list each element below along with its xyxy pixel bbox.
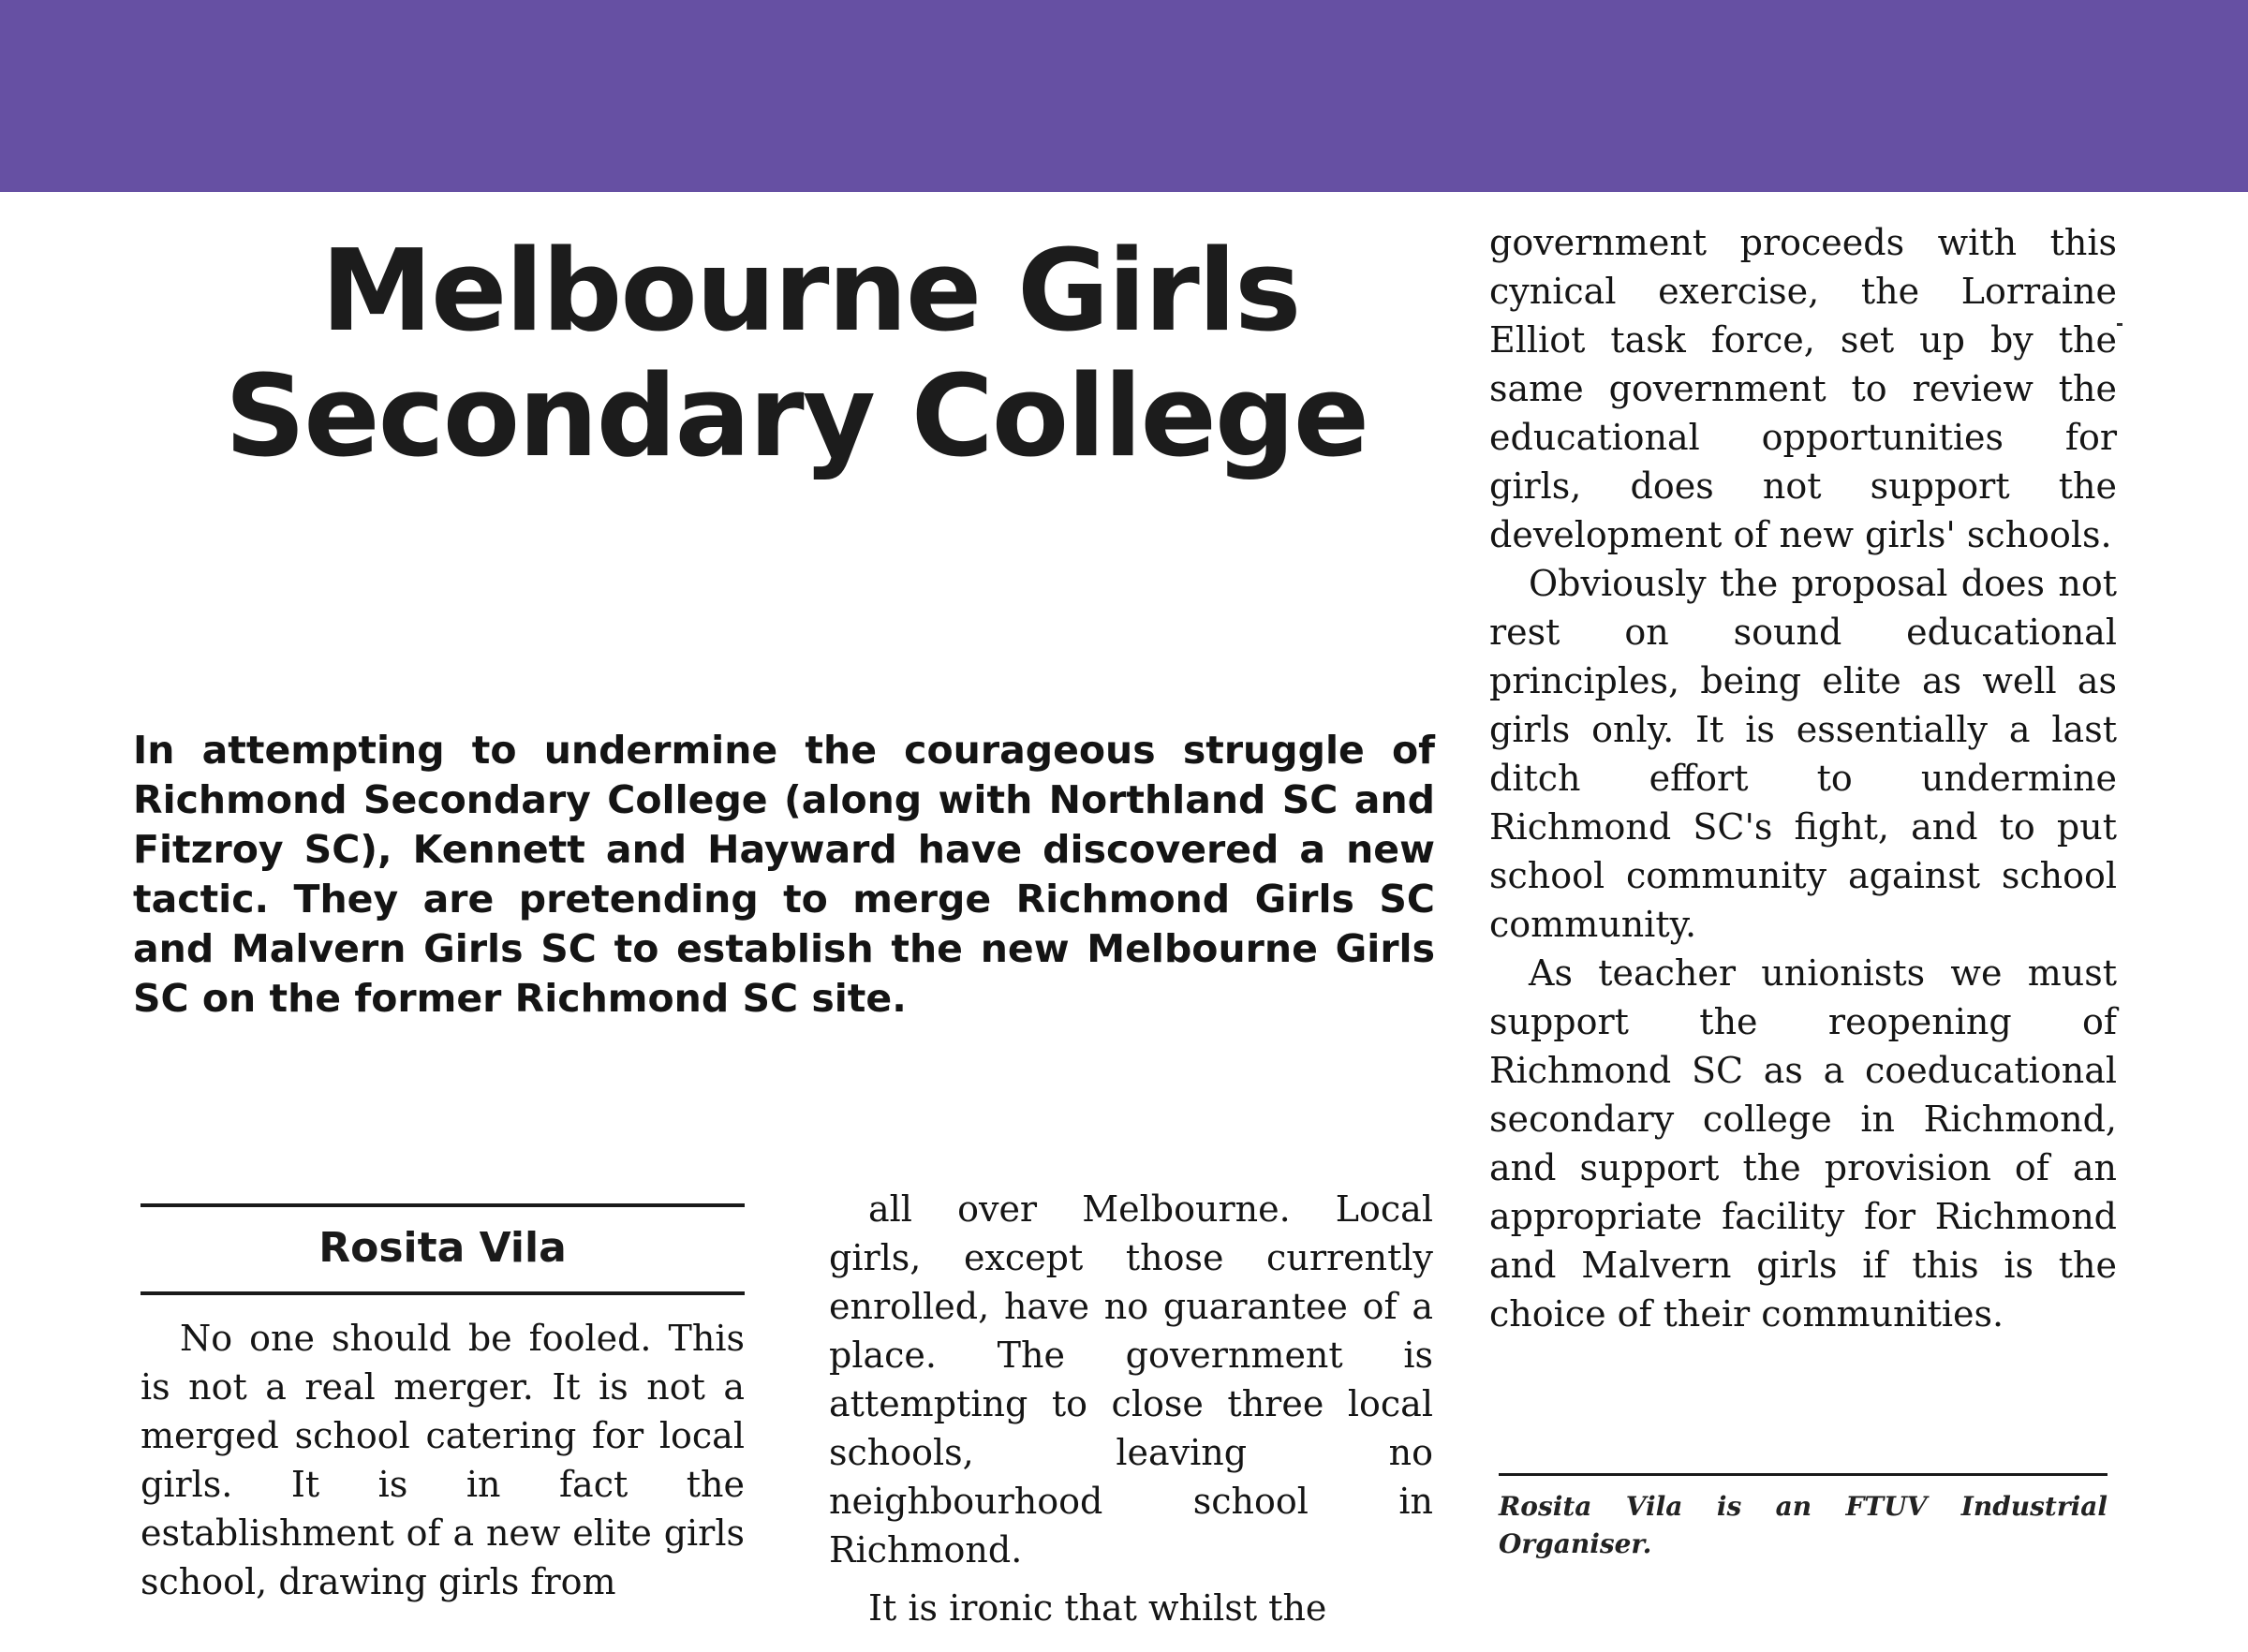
byline: Rosita Vila [318,1224,567,1272]
author-note: Rosita Vila is an FTUV Industrial Organiser. [1499,1491,2108,1559]
article-column-3 [1489,218,2117,1338]
column-2-paragraph-1: all over Melbourne. Local girls, except those currently enrolled, have no guarantee of a place. The government is attempting to close three local schools, leaving no neighbourhood school in Richmond. [829,1188,1433,1571]
article-column-1 [140,1314,745,1606]
column-3-paragraph-1: government proceeds with this cynical exercise, the Lorraine Elliot task force, set up by the same government to review the educational opportunities for girls, does not support the development of new girls' schools. [1489,222,2117,555]
headline-line-2: Secondary College [224,352,1368,482]
article-column-2 [829,1185,1433,1632]
byline-rule-top [140,1203,745,1207]
column-1-paragraph-1: No one should be fooled. This is not a real merger. It is not a merged school catering for local girls. It is in fact the establishment of a new elite girls school, drawing girls from [140,1318,745,1602]
newspaper-clipping [112,192,2136,1634]
top-banner [0,0,2248,192]
author-note-rule [1499,1473,2108,1476]
article-headline [122,229,1471,480]
byline-rule-bottom [140,1291,745,1295]
column-2-paragraph-2: It is ironic that whilst the [868,1587,1327,1629]
column-3-paragraph-2: Obviously the proposal does not rest on sound educational principles, being elite as well as girls only. It is essentially a last ditch effort to undermine Richmond SC's fight, and to put school community against school community. [1489,563,2117,945]
print-speck [2117,323,2122,326]
column-3-paragraph-3: As teacher unionists we must support the reopening of Richmond SC as a coeducational secondary college in Richmond, and support the provision of an appropriate facility for Richmond and Malvern girls if this is the choice of their communities. [1489,952,2117,1335]
article-lead: In attempting to undermine the courageous struggle of Richmond Secondary College (along with Northland SC and Fitzroy SC), Kennett and Hayward have discovered a new tactic. They are pretending to merge Richmond Girls SC and Malvern Girls SC to establish the new Melbourne Girls SC on the former Richmond SC site. [133,728,1435,1021]
headline-line-1: Melbourne Girls [320,227,1300,357]
byline-box [140,1203,745,1297]
